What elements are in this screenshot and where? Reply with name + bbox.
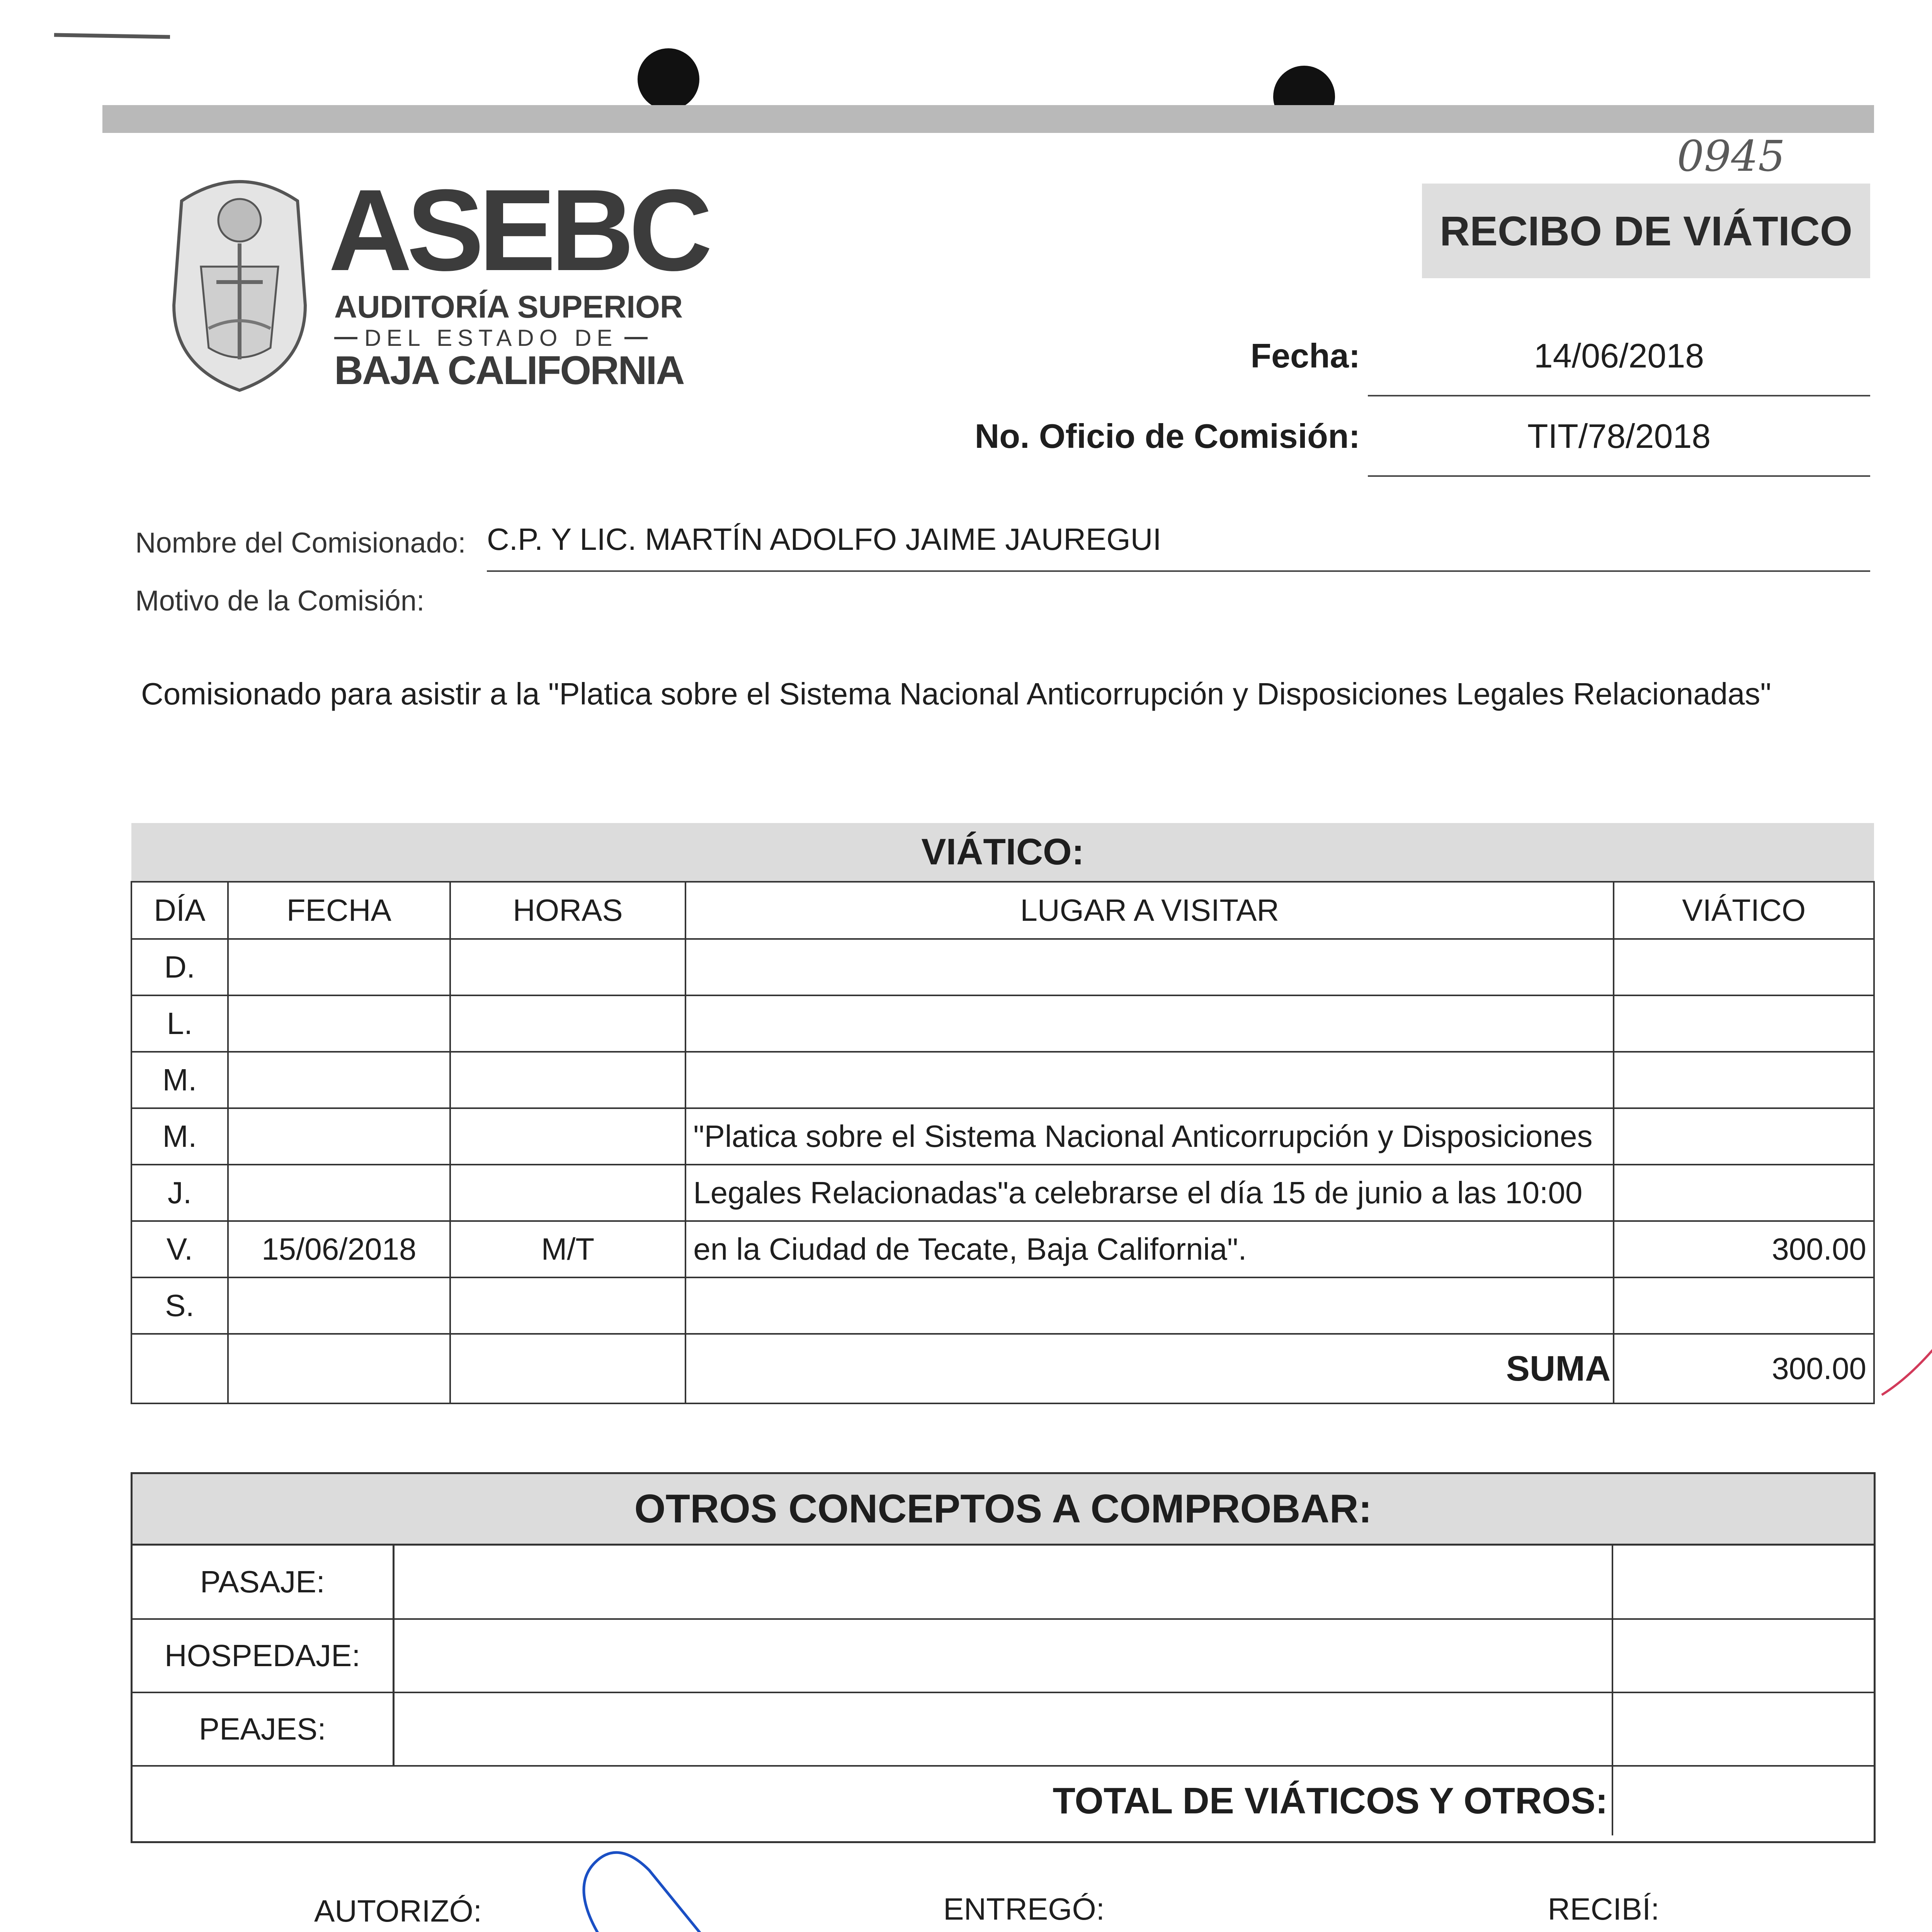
empty-cell [131, 1334, 228, 1403]
otros-amount [1612, 1619, 1874, 1692]
autorizo-heading: AUTORIZÓ: [314, 1894, 482, 1928]
col-header-lugar: LUGAR A VISITAR [685, 882, 1614, 939]
oficio-label: No. Oficio de Comisión: [975, 417, 1360, 455]
table-row [131, 939, 1874, 995]
cell-fecha [228, 1165, 450, 1221]
cell-dia: M. [131, 1052, 228, 1108]
cell-dia: M. [131, 1108, 228, 1165]
document-title: RECIBO DE VIÁTICO [1422, 184, 1870, 278]
cell-fecha [228, 1277, 450, 1334]
otros-row [133, 1546, 1874, 1619]
org-line-3: BAJA CALIFORNIA [334, 348, 684, 393]
cell-fecha [228, 939, 450, 995]
cell-horas [450, 1052, 686, 1108]
asebc-logo [158, 165, 707, 398]
col-header-dia: DÍA [131, 882, 228, 939]
cell-lugar: en la Ciudad de Tecate, Baja California". [685, 1221, 1614, 1277]
cell-lugar: Legales Relacionadas"a celebrarse el día 15 de junio a las 10:00 [685, 1165, 1614, 1221]
motivo-value: Comisionado para asistir a la "Platica sobre el Sistema Nacional Anticorrupción y Disposiciones Legales Relacionadas" [141, 677, 1771, 711]
otros-detail [393, 1546, 1612, 1619]
table-row [131, 1221, 1874, 1277]
cell-horas [450, 995, 686, 1052]
handwritten-doc-number: 0945 [1677, 131, 1785, 181]
otros-amount [1612, 1692, 1874, 1766]
empty-cell [228, 1334, 450, 1403]
oficio-value: TIT/78/2018 [1368, 417, 1870, 477]
viatico-header-row [131, 882, 1874, 939]
cell-horas [450, 939, 686, 995]
cell-viatico [1614, 1277, 1874, 1334]
org-line-1: AUDITORÍA SUPERIOR [334, 289, 683, 325]
cell-horas [450, 1108, 686, 1165]
otros-total-row [133, 1766, 1874, 1835]
suma-row [131, 1334, 1874, 1403]
otros-label: PEAJES: [133, 1692, 393, 1766]
check-mark-icon [1874, 1329, 1932, 1406]
col-header-horas: HORAS [450, 882, 686, 939]
cell-lugar [685, 1052, 1614, 1108]
cell-dia: V. [131, 1221, 228, 1277]
org-line-2 [334, 325, 682, 351]
cell-horas: M/T [450, 1221, 686, 1277]
comisionado-label: Nombre del Comisionado: [135, 527, 466, 559]
cell-dia: J. [131, 1165, 228, 1221]
otros-detail [393, 1692, 1612, 1766]
cell-fecha [228, 995, 450, 1052]
top-gray-bar [102, 105, 1874, 133]
handwritten-signatures [348, 1847, 1893, 1932]
otros-row [133, 1692, 1874, 1766]
cell-dia: L. [131, 995, 228, 1052]
cell-lugar [685, 939, 1614, 995]
table-row [131, 1108, 1874, 1165]
total-value [1612, 1766, 1874, 1835]
staple-mark [54, 33, 170, 39]
cell-horas [450, 1277, 686, 1334]
otros-row [133, 1619, 1874, 1692]
org-acronym: ASEBC [328, 165, 707, 295]
table-row [131, 1052, 1874, 1108]
table-row [131, 1277, 1874, 1334]
cell-horas [450, 1165, 686, 1221]
viatico-table [131, 881, 1875, 1404]
table-row [131, 995, 1874, 1052]
cell-fecha [228, 1108, 450, 1165]
otros-label: PASAJE: [133, 1546, 393, 1619]
col-header-fecha: FECHA [228, 882, 450, 939]
viatico-section-title: VIÁTICO: [131, 823, 1874, 881]
suma-label: SUMA [685, 1334, 1614, 1403]
motivo-label: Motivo de la Comisión: [135, 585, 425, 617]
otros-detail [393, 1619, 1612, 1692]
empty-cell [450, 1334, 686, 1403]
cell-fecha [228, 1052, 450, 1108]
cell-lugar: "Platica sobre el Sistema Nacional Anticorrupción y Disposiciones [685, 1108, 1614, 1165]
recibi-heading: RECIBÍ: [1548, 1892, 1660, 1926]
cell-viatico: 300.00 [1614, 1221, 1874, 1277]
cell-lugar [685, 1277, 1614, 1334]
entrego-heading: ENTREGÓ: [943, 1892, 1105, 1926]
state-seal-icon [158, 166, 321, 398]
cell-lugar [685, 995, 1614, 1052]
cell-fecha: 15/06/2018 [228, 1221, 450, 1277]
total-label: TOTAL DE VIÁTICOS Y OTROS: [133, 1766, 1612, 1835]
otros-amount [1612, 1546, 1874, 1619]
punch-hole-left [638, 48, 699, 110]
suma-value: 300.00 [1614, 1334, 1874, 1403]
otros-table [133, 1546, 1874, 1835]
cell-viatico [1614, 995, 1874, 1052]
cell-viatico [1614, 1108, 1874, 1165]
fecha-label: Fecha: [1250, 337, 1360, 375]
cell-viatico [1614, 1165, 1874, 1221]
cell-viatico [1614, 939, 1874, 995]
cell-viatico [1614, 1052, 1874, 1108]
table-row [131, 1165, 1874, 1221]
fecha-value: 14/06/2018 [1368, 336, 1870, 396]
otros-section-title: OTROS CONCEPTOS A COMPROBAR: [133, 1474, 1874, 1546]
cell-dia: S. [131, 1277, 228, 1334]
cell-dia: D. [131, 939, 228, 995]
col-header-viatico: VIÁTICO [1614, 882, 1874, 939]
otros-label: HOSPEDAJE: [133, 1619, 393, 1692]
org-line-2-text: DEL ESTADO DE [364, 325, 618, 351]
comisionado-value: C.P. Y LIC. MARTÍN ADOLFO JAIME JAUREGUI [487, 522, 1870, 572]
otros-conceptos-box [131, 1472, 1876, 1843]
